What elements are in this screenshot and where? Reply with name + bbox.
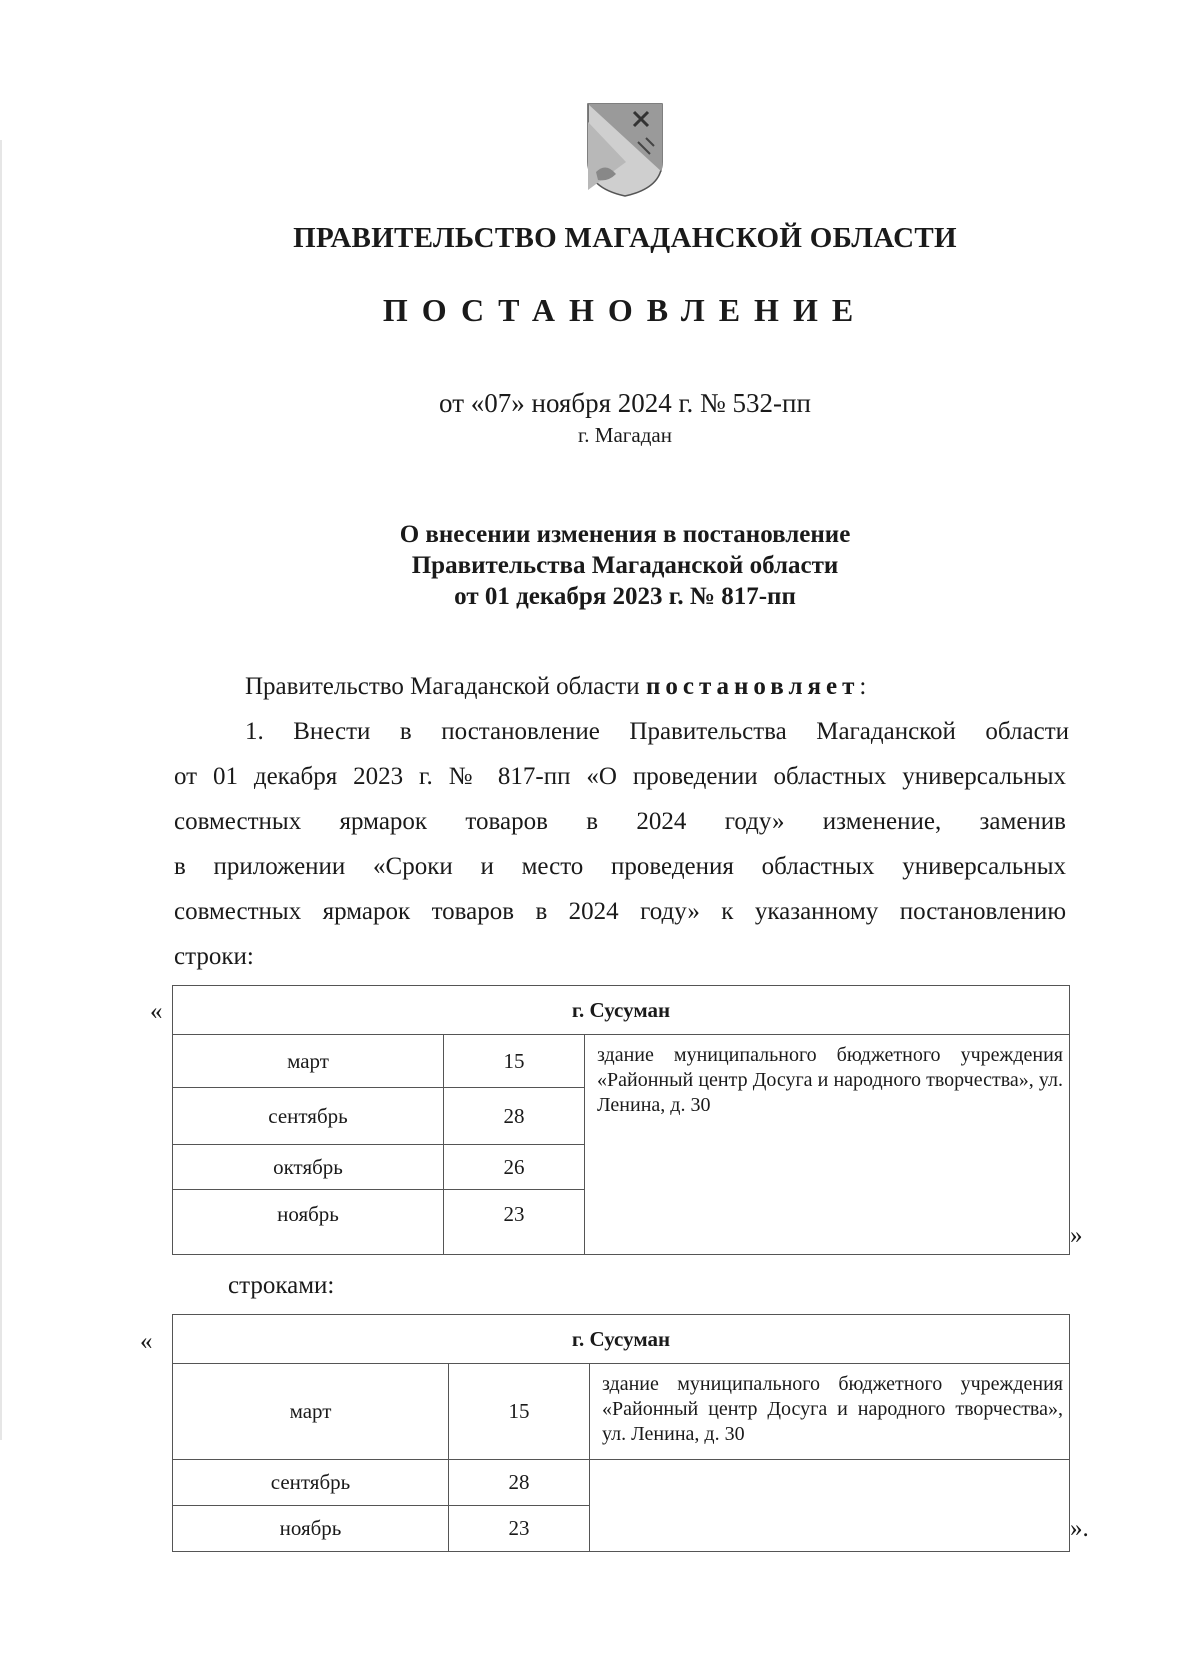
subject-line: Правительства Магаданской области [411, 552, 839, 579]
preamble-keyword: постановляет [645, 673, 860, 700]
subject-line: от 01 декабря 2023 г. № 817-пп [454, 583, 796, 610]
month-cell: сентябрь [173, 1460, 449, 1506]
paragraph-line: строки: [174, 943, 254, 970]
new-schedule-table [172, 1314, 1070, 1552]
table-city-header: г. Сусуман [173, 1315, 1070, 1364]
open-quote: « [140, 1328, 153, 1355]
month-cell: ноябрь [173, 1506, 449, 1552]
day-cell: 26 [444, 1145, 585, 1190]
day-cell: 28 [444, 1088, 585, 1145]
day-cell: 15 [449, 1364, 590, 1460]
month-cell: ноябрь [173, 1190, 444, 1255]
close-quote: » [1070, 1222, 1083, 1249]
table-city-header: г. Сусуман [173, 986, 1070, 1035]
document-type: ПОСТАНОВЛЕНИЕ [382, 292, 868, 328]
day-cell: 23 [444, 1190, 585, 1255]
preamble: Правительство Магаданской области постановляет: [245, 673, 867, 700]
replacement-label: строками: [228, 1272, 335, 1299]
open-quote: « [150, 998, 163, 1025]
document-subject [0, 519, 1200, 612]
scan-edge [0, 140, 2, 1440]
month-cell: март [173, 1364, 449, 1460]
day-cell: 15 [444, 1035, 585, 1088]
issue-city: г. Магадан [578, 423, 672, 447]
date-number-line: от «07» ноября 2024 г. № 532-пп [439, 388, 811, 418]
coat-of-arms-icon [586, 102, 664, 198]
organization-title: ПРАВИТЕЛЬСТВО МАГАДАНСКОЙ ОБЛАСТИ [293, 222, 957, 254]
empty-place-cell [590, 1460, 1070, 1552]
paragraph-line: 1. Внести в постановление Правительства Магаданской области [245, 718, 1069, 745]
day-cell: 23 [449, 1506, 590, 1552]
paragraph-line: в приложении «Сроки и место проведения областных универсальных [174, 853, 1066, 880]
close-quote-final: ». [1070, 1515, 1089, 1542]
month-cell: сентябрь [173, 1088, 444, 1145]
paragraph-line: совместных ярмарок товаров в 2024 году» к указанному постановлению [174, 898, 1066, 925]
paragraph-line: от 01 декабря 2023 г. № 817-пп «О проведении областных универсальных [174, 763, 1066, 790]
month-cell: март [173, 1035, 444, 1088]
place-cell: здание муниципального бюджетного учреждения «Районный центр Досуга и народного творчества», ул. Ленина, д. 30 [590, 1364, 1070, 1460]
day-cell: 28 [449, 1460, 590, 1506]
paragraph-line: совместных ярмарок товаров в 2024 году» изменение, заменив [174, 808, 1066, 835]
subject-line: О внесении изменения в постановление [399, 521, 851, 548]
month-cell: октябрь [173, 1145, 444, 1190]
place-cell: здание муниципального бюджетного учреждения «Районный центр Досуга и народного творчества», ул. Ленина, д. 30 [585, 1035, 1070, 1255]
old-schedule-table [172, 985, 1070, 1255]
